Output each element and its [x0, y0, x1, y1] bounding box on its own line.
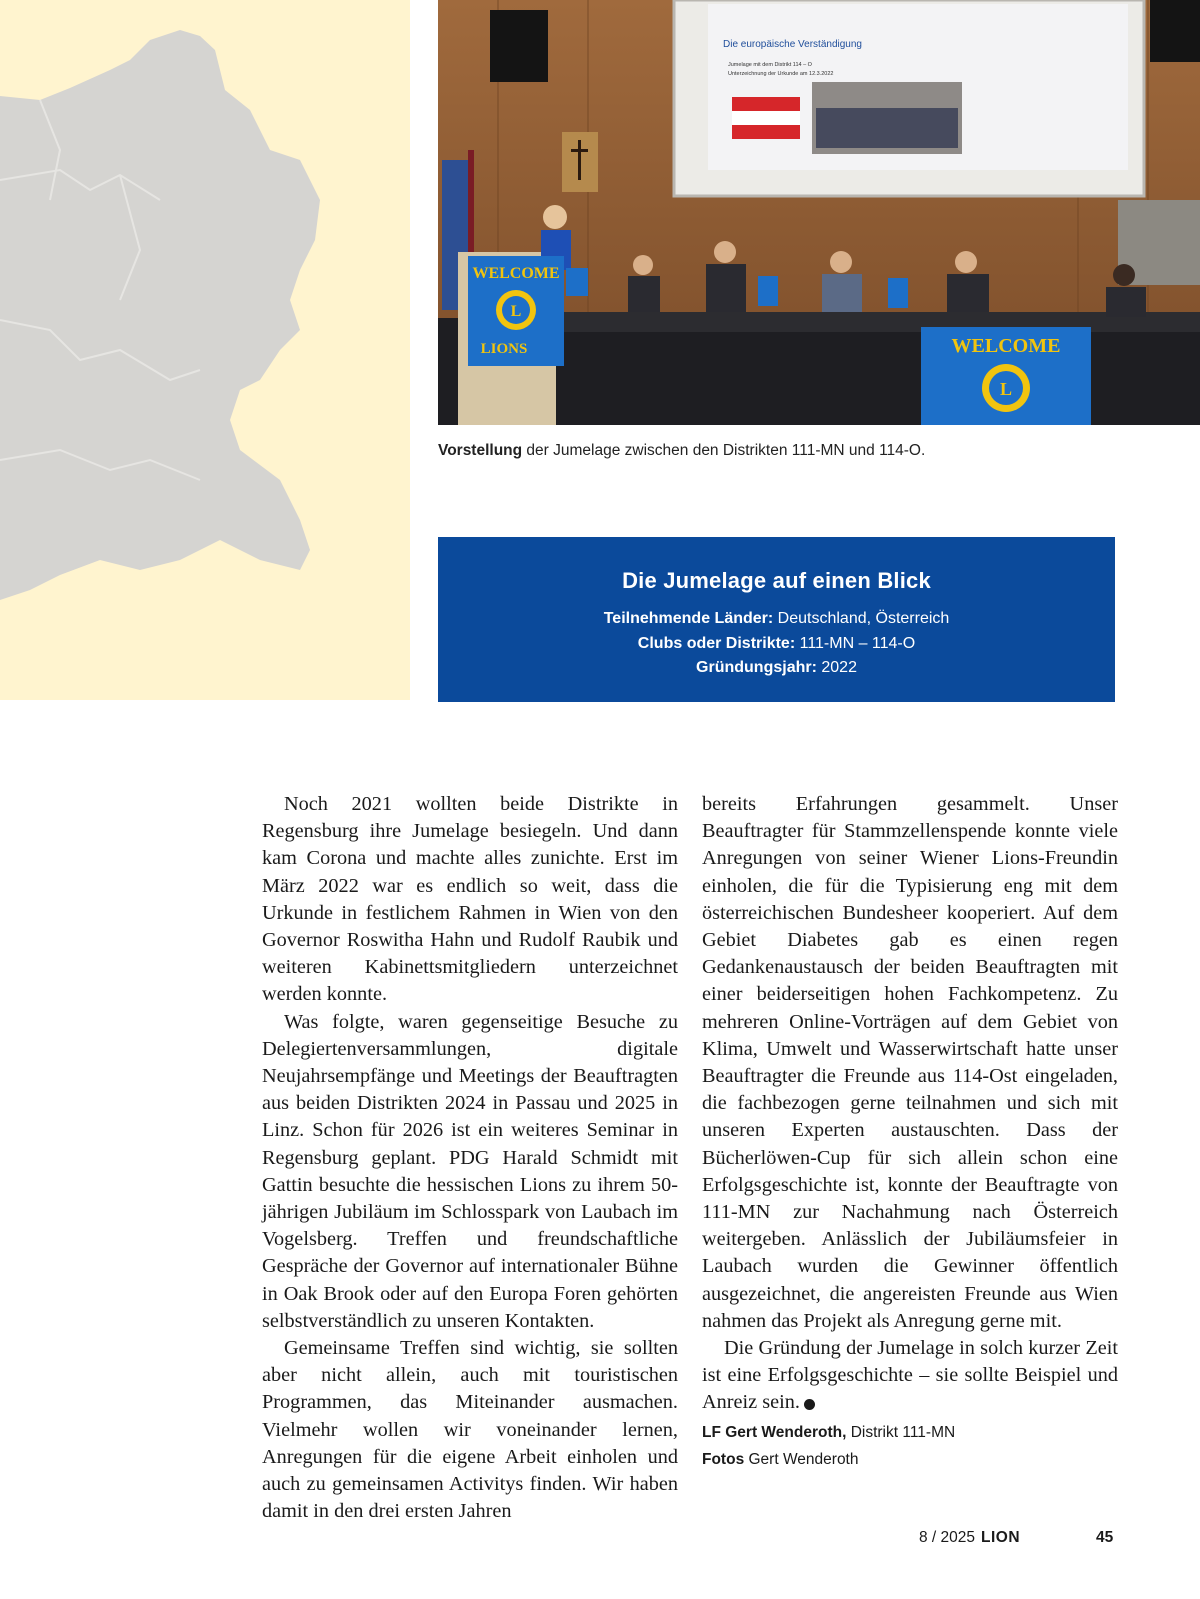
info-label: Gründungsjahr: [696, 659, 817, 676]
magazine-name: LION [981, 1529, 1021, 1546]
info-label: Teilnehmende Länder: [603, 610, 774, 627]
meeting-photo-illustration [438, 0, 1200, 425]
footer-issue [919, 1529, 1020, 1547]
author-district: Distrikt 111-MN [846, 1424, 956, 1441]
speaker-right [1150, 0, 1200, 62]
svg-text:WELCOME: WELCOME [951, 335, 1061, 357]
caption-text: der Jumelage zwischen den Distrikten 111-MN und 114-O. [522, 442, 926, 459]
photos-author: Gert Wenderoth [744, 1451, 859, 1468]
svg-text:L: L [510, 303, 522, 320]
page-number: 45 [1096, 1529, 1114, 1546]
info-value: 111-MN – 114-O [795, 634, 916, 652]
land-shape [0, 30, 320, 600]
info-value: Deutschland, Österreich [773, 610, 950, 627]
article-paragraph: Was folgte, waren gegenseitige Besuche zu Delegiertenversammlungen, digitale Neujahrsempfänge und Meetings der Beauftragten aus beiden Distrikten 2024 in Passau und 2025 in Linz. Schon für 2026 ist ein weiteres Seminar in Regensburg geplant. PDG Harald Schmidt mit Gattin besuchte die hessischen Lions zu ihrem 50-jährigen Jubiläum im Schlosspark von Laubach im Vogelsberg. Treffen und freundschaftliche Gespräche der Governor auf internationaler Bühne in Oak Brook oder auf den Europa Foren gehörten selbstverständlich zu unseren Kontakten. [262, 1010, 678, 1332]
svg-text:L: L [999, 379, 1013, 399]
panel-table [548, 312, 1200, 332]
map-panel [0, 0, 410, 700]
info-box [438, 537, 1115, 702]
svg-text:LIONS: LIONS [480, 341, 528, 357]
article-paragraph: bereits Erfahrungen gesammelt. Unser Beauftragter für Stammzellenspende konnte viele Anregungen von seiner Wiener Lions-Freundin einholen, die für die Typisierung eng mit dem österreichischen Bundesheer kooperiert. Auf dem Gebiet Diabetes gab es einen regen Gedankenaustausch der beiden Beauftragten mit einer beiderseitigen hohen Fachkompetenz. Zu mehreren Online-Vorträgen auf dem Gebiet von Klima, Umwelt und Wasserwirtschaft hatte unser Beauftragter die Freunde aus 114-Ost eingeladen, die fachbezogen gerne teilnahmen und sich mit unseren Experten austauschten. Dass der Bücherlöwen-Cup für sich allein schon eine Erfolgsgeschichte ist, konnte der Beauftragte von 111-MN zur Nachahmung nach Österreich weitergeben. Anlässlich der Jubiläumsfeier in Laubach wurden die Gewinner öffentlich ausgezeichnet, die angereisten Freunde aus Wien nahmen das Projekt als Anregung gerne mit. [702, 793, 1118, 1332]
welcome-banner-left [468, 256, 564, 366]
photo-caption [438, 441, 1178, 461]
article-credits [702, 1419, 1122, 1473]
photos-label: Fotos [702, 1451, 745, 1468]
district-map [0, 0, 410, 700]
info-row-districts [438, 632, 1115, 657]
author-name: LF Gert Wenderoth, [702, 1424, 847, 1441]
article-paragraph-final [702, 1335, 1118, 1417]
end-mark-icon: L [804, 1399, 815, 1410]
info-label: Clubs oder Distrikte: [637, 634, 796, 652]
slide-line-1: Jumelage mit dem Distrikt 114 – O [728, 62, 812, 68]
caption-lead: Vorstellung [438, 442, 523, 459]
austrian-flag-icon [732, 97, 800, 139]
photos-line [702, 1446, 1122, 1473]
slide-title: Die europäische Verständigung [723, 39, 862, 50]
issue-number: 8 / 2025 [919, 1529, 976, 1546]
info-box-rows [438, 607, 1115, 681]
article-column-left [262, 791, 678, 1525]
slide-line-2: Unterzeichnung der Urkunde am 12.3.2022 [728, 71, 834, 77]
article-paragraph: Noch 2021 wollten beide Distrikte in Regensburg ihre Jumelage besiegeln. Und dann kam Corona und machte alles zunichte. Erst im März 2022 war es endlich so weit, dass die Urkunde in festlichem Rahmen in Wien von den Governor Roswitha Hahn und Rudolf Raubik und weiteren Kabinettsmitgliedern unterzeichnet werden konnte. [262, 793, 678, 1006]
info-row-countries [438, 607, 1115, 632]
speaker-left [490, 10, 548, 82]
info-value: 2022 [816, 659, 857, 676]
author-line [702, 1419, 1122, 1446]
article-column-right [702, 791, 1118, 1417]
svg-text:WELCOME: WELCOME [472, 265, 560, 282]
info-row-founding-year [438, 656, 1115, 681]
meeting-photo [438, 0, 1200, 425]
article-paragraph-text: Die Gründung der Jumelage in solch kurzer Zeit ist eine Erfolgsgeschichte – sie sollte Beispiel und Anreiz sein. [702, 1337, 1118, 1414]
welcome-banner-right [921, 327, 1091, 425]
article-paragraph: Gemeinsame Treffen sind wichtig, sie sollten aber nicht allein, auch mit touristischen Programmen, das Miteinander ausmachen. Vielmehr wollen wir voneinander lernen, Anregungen für die eigene Arbeit einholen und auch zu gemeinsamen Activitys finden. Wir haben damit in den drei ersten Jahren [262, 1337, 678, 1523]
info-box-title: Die Jumelage auf einen Blick [622, 568, 931, 593]
